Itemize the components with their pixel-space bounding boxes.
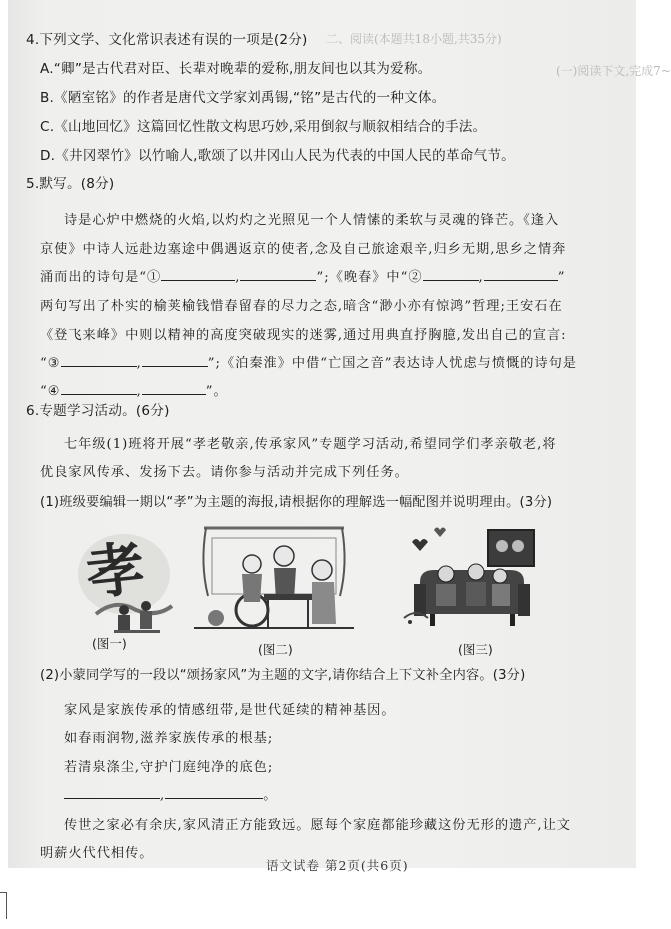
family-tradition-paragraph: 家风是家族传承的情感纽带,是世代延续的精神基因。 [64,703,396,718]
question-6-task-2: (2)小蒙同学写的一段以“颂扬家风”为主题的文字,请你结合上下文补全内容。(3分) [40,668,526,683]
fill-label-3: “③ [40,356,61,371]
question-5-text: 京使》中诗人远赴边塞途中偶遇返京的使者,念及自己旅途艰辛,归乡无期,思乡之情奔 [40,242,567,257]
figure-2-caption: (图二) [258,642,293,657]
exam-page [8,0,671,873]
question-4-option-b: B.《陋室铭》的作者是唐代文学家刘禹锡,“铭”是古代的一种文体。 [40,90,446,106]
family-tradition-paragraph [64,784,277,803]
question-5-text: 两句写出了朴实的榆荚榆钱惜春留春的尽力之态,暗含“渺小亦有惊鸿”哲理;王安石在 [40,299,563,314]
question-4-option-c: C.《山地回忆》这篇回忆性散文构思巧妙,采用倒叙与顺叙相结合的手法。 [40,119,487,135]
family-tradition-paragraph: 明薪火代代相传。 [40,846,154,861]
fill-label-4: “④ [40,384,61,399]
corner-mark [0,892,7,919]
question-4-option-d: D.《井冈翠竹》以竹喻人,歌颂了以井冈山人民为代表的中国人民的革命气节。 [40,148,515,164]
figure-1-image [76,518,188,642]
separator: , [235,270,241,285]
figure-3-caption: (图三) [458,642,493,657]
fill-label-1: 涌而出的诗句是“① [40,270,162,285]
closing-quote: ”。 [205,384,228,399]
answer-blank-3b[interactable] [142,352,208,367]
separator: , [136,356,142,371]
separator: , [478,270,484,285]
answer-blank-4b[interactable] [142,380,206,395]
answer-blank-5a[interactable] [64,784,160,799]
question-6-intro: 七年级(1)班将开展“孝老敬亲,传承家风”专题学习活动,希望同学们孝亲敬老,将 [64,437,557,452]
question-6-task-1: (1)班级要编辑一期以“孝”为主题的海报,请根据你的理解选一幅配图并说明理由。(3分) [40,495,553,510]
separator: , [160,788,166,803]
family-tradition-paragraph: 若清泉涤尘,守护门庭纯净的底色; [64,760,274,775]
answer-blank-2a[interactable] [423,266,479,281]
figure-2-image [194,524,354,638]
answer-blank-1a[interactable] [161,266,235,281]
family-tradition-paragraph: 传世之家必有余庆,家风清正方能致远。愿每个家庭都能珍藏这份无形的遗产,让文 [64,818,571,833]
question-5-text [40,266,565,285]
question-4-title: 4.下列文学、文化常识表述有误的一项是(2分) [26,32,308,48]
fill-label-2: ”;《晚春》中“② [316,270,423,285]
filial-piety-calligraphy: 孝 [83,534,148,608]
family-tradition-paragraph: 如春雨润物,滋养家族传承的根基; [64,731,274,746]
page-footer: 语文试卷 第2页(共6页) [266,858,409,873]
bleed-through-text: 二、阅读(本题共18小题,共35分) [326,32,502,46]
figure-3-image [400,522,542,632]
question-5-text [40,380,228,399]
answer-blank-1b[interactable] [240,266,316,281]
closing-quote: ” [557,270,566,285]
question-5-text: 《登飞来峰》中则以精神的高度突破现实的迷雾,通过用典直抒胸臆,发出自己的宣言: [40,328,567,343]
answer-blank-4a[interactable] [61,380,137,395]
question-6-title: 6.专题学习活动。(6分) [26,403,170,419]
answer-blank-3a[interactable] [61,352,137,367]
question-5-text [40,352,577,371]
answer-blank-5b[interactable] [165,784,263,799]
period: 。 [263,788,278,803]
question-6-intro: 优良家风传承、发扬下去。请你参与活动并完成下列任务。 [40,465,409,480]
question-4-option-a: A.“卿”是古代君对臣、长辈对晚辈的爱称,朋友间也以其为爱称。 [40,61,432,77]
separator: , [136,384,142,399]
question-5-title: 5.默写。(8分) [26,176,115,192]
figure-1-caption: (图一) [92,636,127,651]
bleed-through-text: (一)阅读下文,完成7~ [556,64,671,78]
fill-label-4-intro: ”;《泊秦淮》中借“亡国之音”表达诗人忧虑与愤慨的诗句是 [207,356,577,371]
answer-blank-2b[interactable] [484,266,558,281]
question-5-text: 诗是心炉中燃烧的火焰,以灼灼之光照见一个人情愫的柔软与灵魂的锋芒。《逢入 [64,213,560,228]
